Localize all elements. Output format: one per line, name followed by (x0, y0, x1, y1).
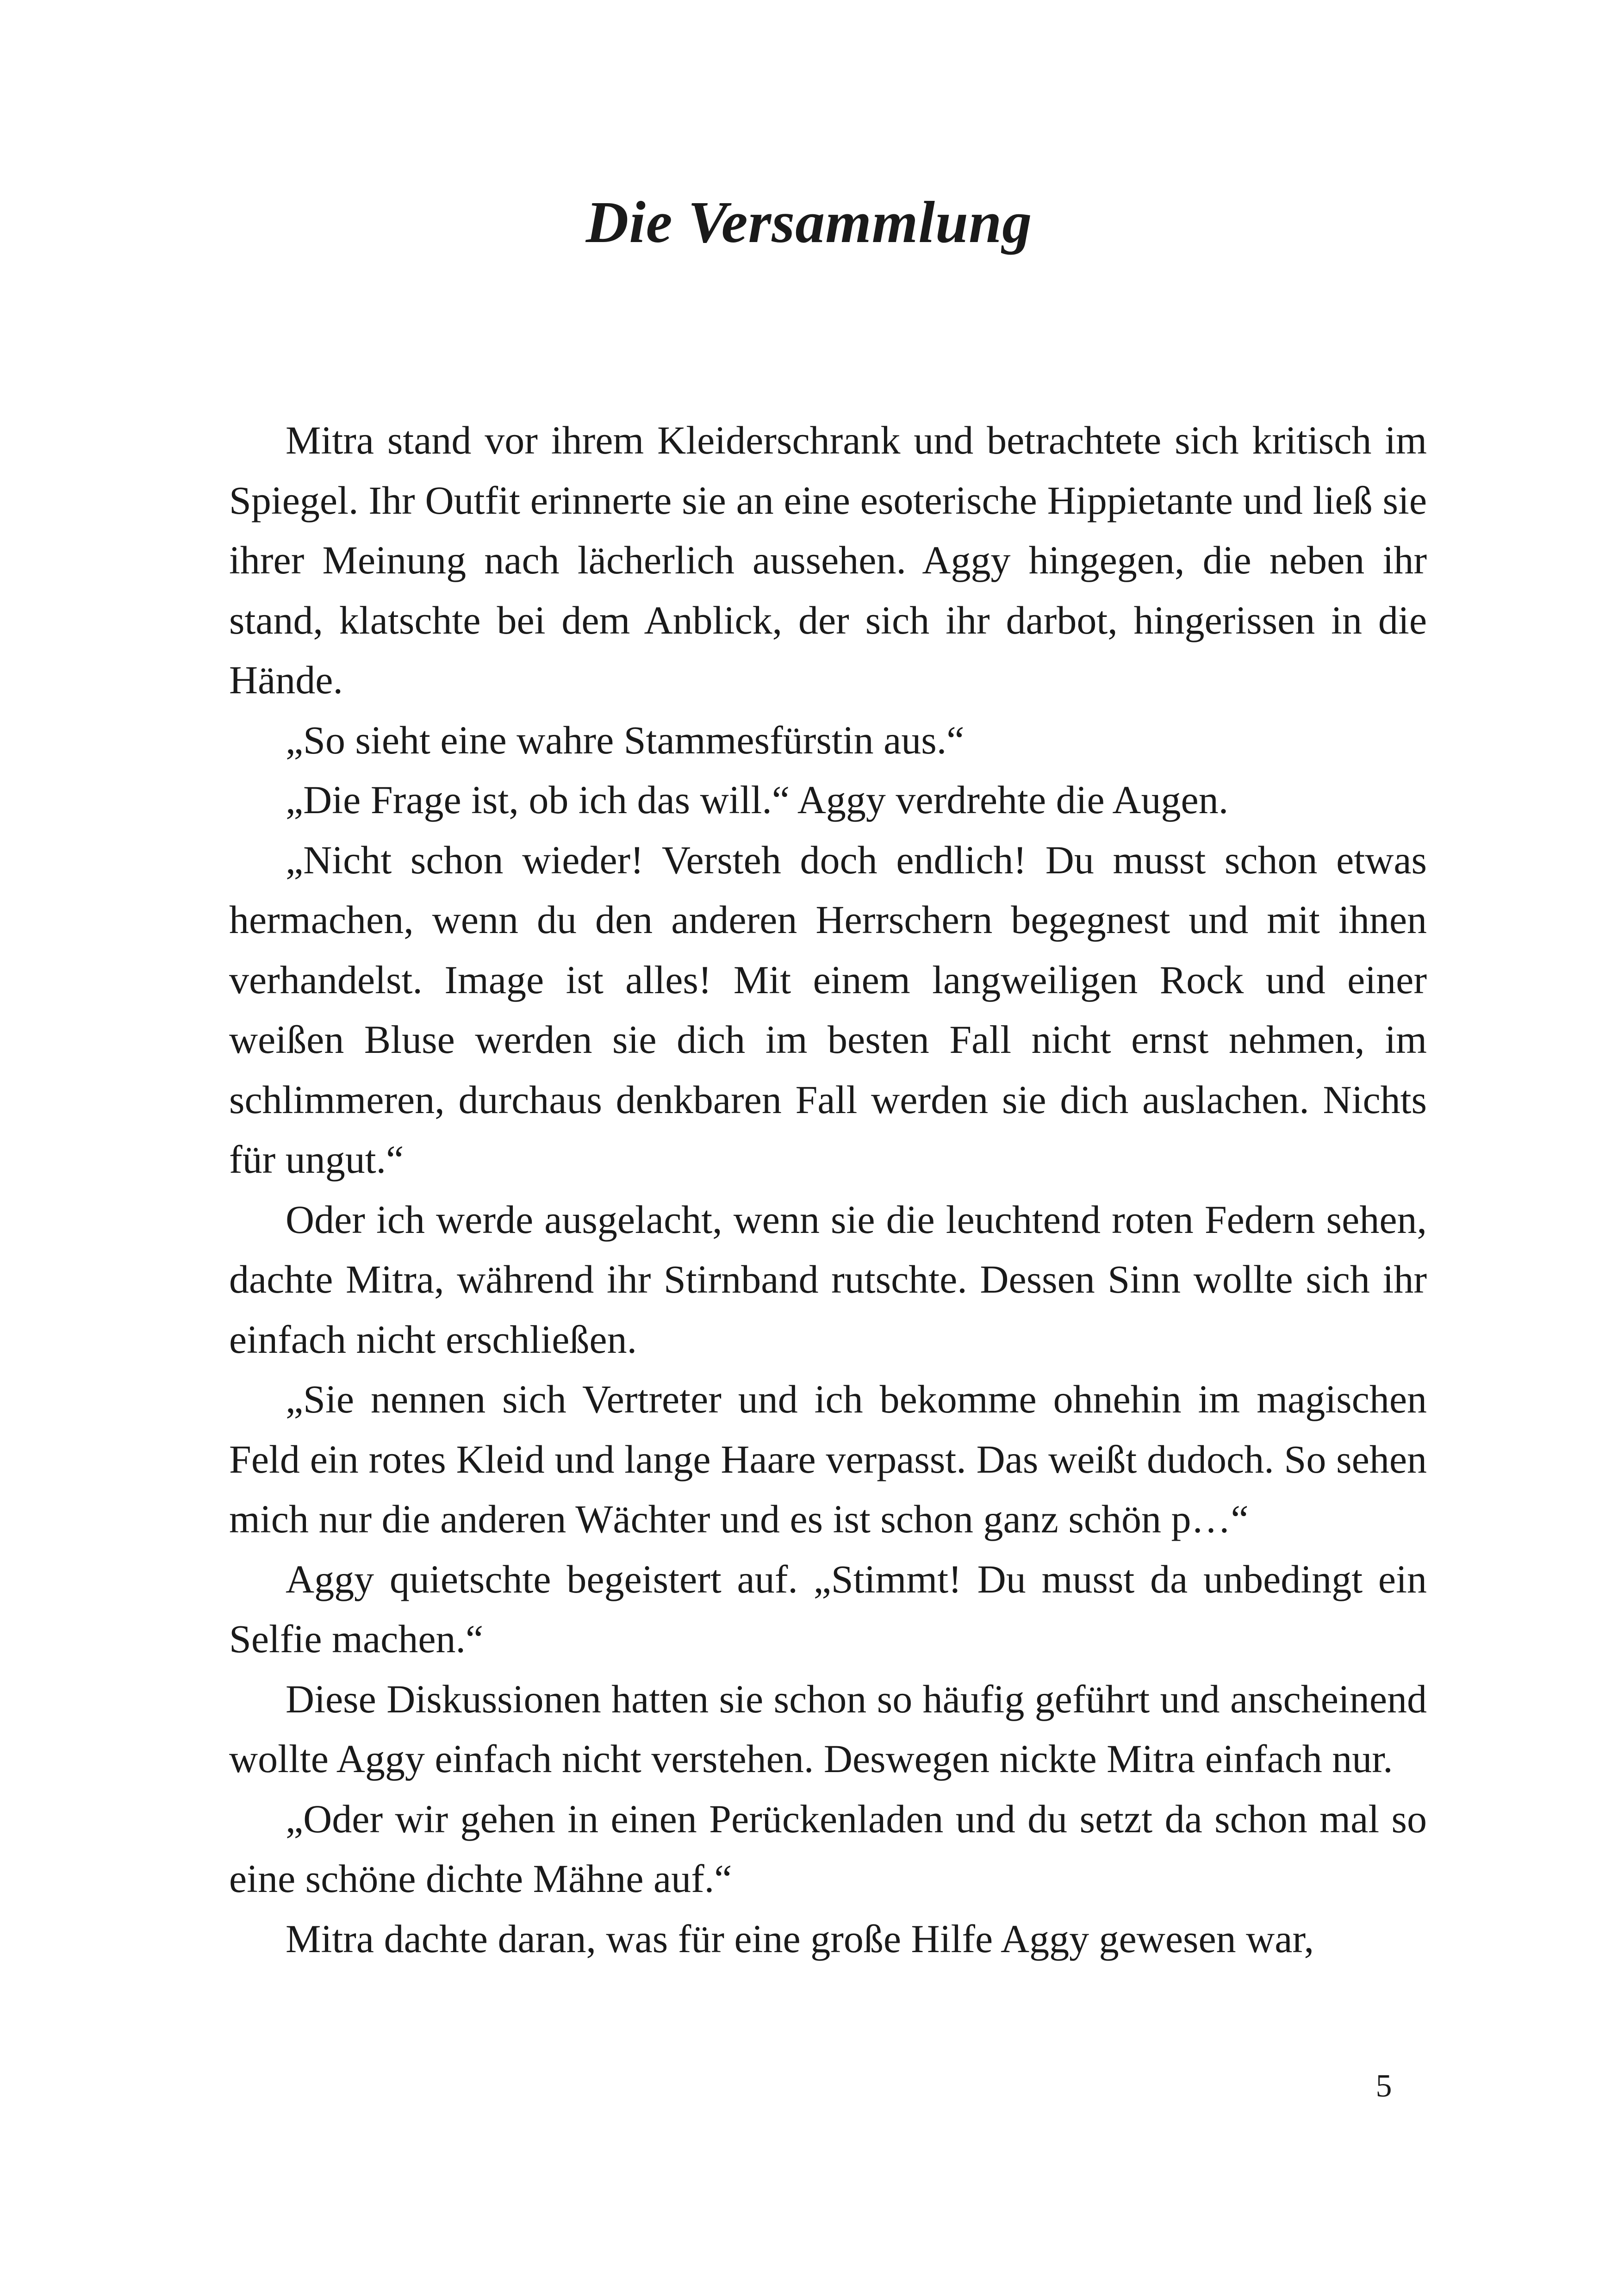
paragraph: Diese Diskussionen hatten sie schon so häufig geführt und anscheinend wollte Aggy einfach nicht verstehen. Deswegen nickte Mitra einfach nur. (229, 1676, 1427, 1781)
paragraph: Aggy quietschte begeistert auf. „Stimmt! Du musst da unbedingt ein Selfie machen.“ (229, 1556, 1427, 1661)
chapter-title: Die Versammlung (585, 189, 1033, 255)
paragraph: „Oder wir gehen in einen Perückenladen und du setzt da schon mal so eine schöne dichte Mähne auf.“ (229, 1796, 1427, 1901)
body-text (229, 411, 1427, 1969)
paragraph: „Nicht schon wieder! Versteh doch endlich! Du musst schon etwas hermachen, wenn du den anderen Herrschern begegnest und mit ihnen verhandelst. Image ist alles! Mit einem langweiligen Rock und einer weißen Bluse werden sie dich im besten Fall nicht ernst nehmen, im schlimmeren, durchaus denkbaren Fall werden sie dich auslachen. Nichts für ungut.“ (229, 837, 1427, 1182)
page-number: 5 (1375, 2068, 1392, 2104)
paragraph: Mitra stand vor ihrem Kleiderschrank und betrachtete sich kritisch im Spiegel. Ihr Outfit erinnerte sie an eine esoterische Hippietante und ließ sie ihrer Meinung nach lächerlich aussehen. Aggy hingegen, die neben ihr stand, klatschte bei dem Anblick, der sich ihr darbot, hingerissen in die Hände. (229, 418, 1427, 702)
paragraph: „Sie nennen sich Vertreter und ich bekomme ohnehin im magischen Feld ein rotes Kleid und lange Haare verpasst. Das weißt dudoch. So sehen mich nur die anderen Wächter und es ist schon ganz schön p…“ (229, 1377, 1427, 1541)
paragraph: „Die Frage ist, ob ich das will.“ Aggy verdrehte die Augen. (286, 778, 1229, 822)
paragraph: „So sieht eine wahre Stammesfürstin aus.“ (286, 717, 965, 762)
paragraph: Oder ich werde ausgelacht, wenn sie die leuchtend roten Federn sehen, dachte Mitra, während ihr Stirnband rutschte. Dessen Sinn wollte sich ihr einfach nicht erschließen. (229, 1197, 1427, 1362)
paragraph: Mitra dachte daran, was für eine große Hilfe Aggy gewesen war, (286, 1916, 1314, 1961)
